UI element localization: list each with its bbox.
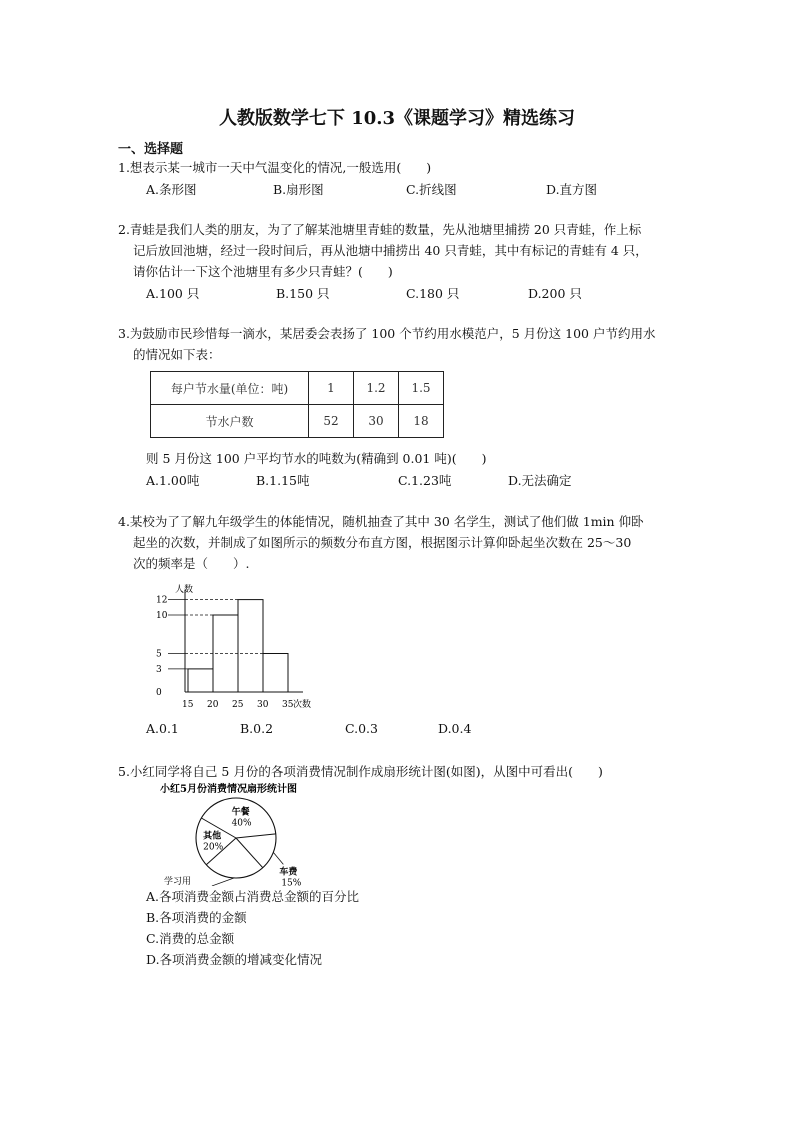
x-tick-label: 15 xyxy=(182,700,194,710)
q3-question: 则 5 月份这 100 户平均节水的吨数为(精确到 0.01 吨)( ) xyxy=(146,451,487,466)
table-cell: 1.2 xyxy=(354,372,399,405)
table-cell: 1.5 xyxy=(399,372,444,405)
table-header-cell: 每户节水量(单位：吨) xyxy=(151,372,309,405)
q3-option-b[interactable]: B.1.15吨 xyxy=(256,473,310,488)
q4-option-a[interactable]: A.0.1 xyxy=(146,721,179,736)
q4-option-c[interactable]: C.0.3 xyxy=(345,721,378,736)
pie-slice-label: 其他 xyxy=(203,831,222,842)
y-tick-label: 10 xyxy=(156,611,168,621)
q3-option-c[interactable]: C.1.23吨 xyxy=(398,473,452,488)
q2-option-c[interactable]: C.180 只 xyxy=(406,286,460,301)
pie-slice-label: 车费 xyxy=(279,867,298,878)
pie-slice-value: 40% xyxy=(231,818,252,829)
q5-option-c[interactable]: C.消费的总金额 xyxy=(146,931,235,946)
q2-line3: 请你估计一下这个池塘里有多少只青蛙？( ) xyxy=(133,264,393,279)
q2-line2: 记后放回池塘，经过一段时间后，再从池塘中捕捞出 40 只青蛙，其中有标记的青蛙有 4 只， xyxy=(133,243,648,258)
table-row xyxy=(151,372,444,405)
table-row xyxy=(151,405,444,438)
q1-option-d[interactable]: D.直方图 xyxy=(546,182,598,197)
q1-option-c[interactable]: C.折线图 xyxy=(406,182,457,197)
q2-line1: 2.青蛙是我们人类的朋友，为了了解某池塘里青蛙的数量，先从池塘里捕捞 20 只青蛙，作上标 xyxy=(118,222,642,237)
x-tick-label: 30 xyxy=(257,700,269,710)
x-tick-label: 20 xyxy=(207,700,219,710)
q4-line3: 次的频率是（ ）. xyxy=(133,556,250,571)
q5-option-a[interactable]: A.各项消费金额占消费总金额的百分比 xyxy=(146,889,360,904)
q4-option-d[interactable]: D.0.4 xyxy=(438,721,472,736)
q2-option-d[interactable]: D.200 只 xyxy=(528,286,582,301)
page-title: 人教版数学七下 10.3《课题学习》精选练习 xyxy=(218,108,576,129)
y-tick-label: 5 xyxy=(156,649,162,660)
section-heading: 一、选择题 xyxy=(118,142,184,157)
pie-slice-label: 学习用 xyxy=(164,876,192,886)
histogram-chart xyxy=(150,580,330,710)
pie-slice-boundary xyxy=(236,834,276,838)
x-tick-label: 25 xyxy=(232,700,244,710)
x-axis-label: 次数 xyxy=(293,700,312,710)
q1-option-b[interactable]: B.扇形图 xyxy=(273,182,324,197)
y-tick-label: 0 xyxy=(156,688,162,698)
q5-option-b[interactable]: B.各项消费的金额 xyxy=(146,910,247,925)
histogram-bar xyxy=(238,600,263,692)
q2-option-b[interactable]: B.150 只 xyxy=(276,286,330,301)
y-tick-label: 12 xyxy=(156,595,168,606)
y-axis-label: 人数 xyxy=(175,585,194,595)
table-cell: 52 xyxy=(309,405,354,438)
table-cell: 18 xyxy=(399,405,444,438)
q2-option-a[interactable]: A.100 只 xyxy=(146,286,200,301)
histogram-bar xyxy=(188,669,213,692)
pie-leader-line xyxy=(273,852,283,864)
q1-stem: 1.想表示某一城市一天中气温变化的情况,一般选用( ) xyxy=(118,160,432,175)
x-tick-label: 35 xyxy=(282,700,294,710)
water-saving-table xyxy=(150,371,444,438)
q4-line2: 起坐的次数，并制成了如图所示的频数分布直方图，根据图示计算仰卧起坐次数在 25～30 xyxy=(133,535,632,550)
pie-slice-boundary xyxy=(236,838,263,868)
y-tick-label: 3 xyxy=(156,664,162,675)
pie-slice-label: 午餐 xyxy=(231,807,250,818)
q4-line1: 4.某校为了了解九年级学生的体能情况，随机抽查了其中 30 名学生，测试了他们做 1min 仰卧 xyxy=(118,514,644,529)
q4-option-b[interactable]: B.0.2 xyxy=(240,721,274,736)
pie-slice-value: 20% xyxy=(203,842,224,853)
q1-option-a[interactable]: A.条形图 xyxy=(146,182,197,197)
q3-option-a[interactable]: A.1.00吨 xyxy=(146,473,200,488)
pie-leader-line xyxy=(212,878,234,886)
q5-stem: 5.小红同学将自己 5 月份的各项消费情况制作成扇形统计图(如图)，从图中可看出( ) xyxy=(118,764,603,779)
pie-chart xyxy=(160,782,330,886)
histogram-bar xyxy=(263,654,288,693)
pie-slice-value: 15% xyxy=(281,878,302,886)
table-cell: 30 xyxy=(354,405,399,438)
q3-option-d[interactable]: D.无法确定 xyxy=(508,473,572,488)
q3-line2: 的情况如下表： xyxy=(133,347,221,362)
table-header-cell: 节水户数 xyxy=(151,405,309,438)
q5-option-d[interactable]: D.各项消费金额的增减变化情况 xyxy=(146,952,323,967)
table-cell: 1 xyxy=(309,372,354,405)
pie-title: 小红5月份消费情况扇形统计图 xyxy=(160,784,297,795)
q3-line1: 3.为鼓励市民珍惜每一滴水，某居委会表扬了 100 个节约用水模范户，5 月份这 100 户节约用水 xyxy=(118,326,656,341)
